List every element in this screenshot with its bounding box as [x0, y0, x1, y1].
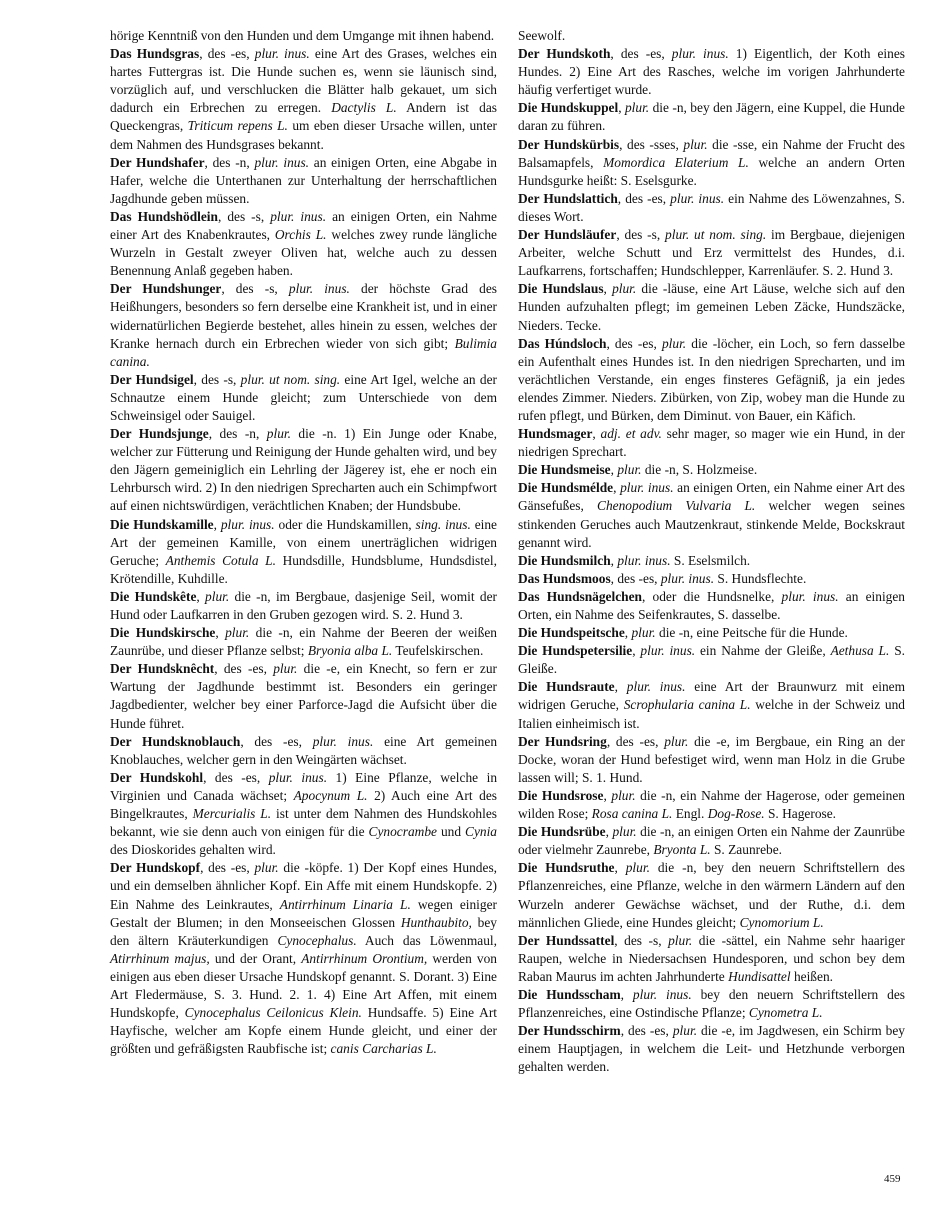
entry-text: Seewolf.: [518, 28, 566, 43]
entry-text: Andern ist das Queckengras,: [110, 100, 497, 134]
italic-text: plur. inus.: [220, 516, 275, 532]
headword: Die Hundspetersilie: [518, 643, 633, 659]
entry-text: ein Nahme des Löwenzahnes, S. dieses Wort.: [518, 190, 906, 224]
italic-text: Cynia: [465, 824, 498, 840]
dictionary-entry: [110, 769, 497, 859]
entry-text: die -sättel, ein Nahme sehr haariger Raupen, welche in Niedersachsen Hundesporen, und schon bey dem Raban Maurus im achten Jahrhunderte: [518, 932, 905, 984]
headword: Das Húndsloch: [518, 335, 607, 351]
headword: Die Hundsrose: [518, 787, 604, 803]
dictionary-entry: [518, 787, 905, 823]
italic-text: Bulimia canina.: [110, 335, 497, 369]
entry-text: die -läuse, eine Art Läuse, welche sich auf den Hunden aufzuhalten pflegt; im gemeinen Leben Zäcke, Hundszäcke, Nieders. Tecke.: [518, 281, 905, 333]
entry-text: , des -s,: [217, 208, 271, 224]
entry-text: , des -s,: [616, 227, 666, 243]
entry-text: der höchste Grad des Heißhungers, besonders so fern derselbe eine Krankheit ist, und in einer widernatürlichen Begierde bestehet, alles hinein zu essen, welches der Kranke hernach durch ein Erbrechen wieder von sich gibt;: [110, 281, 497, 351]
entry-text: , des -es,: [610, 46, 672, 62]
italic-text: Momordica Elaterium L.: [603, 154, 749, 170]
dictionary-entry: [518, 642, 905, 678]
entry-text: die -n, bey den Jägern, eine Kuppel, die Hunde daran zu führen.: [518, 100, 905, 134]
italic-text: Triticum repens L.: [187, 118, 288, 134]
entry-text: des Dioskorides gehalten wird.: [110, 842, 276, 858]
headword: Das Hundshödlein: [110, 208, 218, 224]
dictionary-entry: [518, 99, 905, 135]
italic-text: plur.: [273, 661, 298, 677]
headword: Der Hundsknêcht: [110, 661, 215, 677]
headword: Der Hundsjunge: [110, 426, 209, 442]
dictionary-entry: [518, 136, 905, 190]
entry-text: 1) Eine Pflanze, welche in Virginien und Canada wächset;: [110, 769, 498, 803]
italic-text: Atirrhinum majus,: [110, 950, 210, 966]
headword: Die Hundsscham: [518, 986, 621, 1002]
entry-text: die -n, bey den neuern Schriftstellern des Pflanzenreiches, eine Pflanze, welche in den wärmern Ländern auf den Wurzeln anderer Gewächse wächset, und der Ruthe, d.i. dem männlichen Gliede, eine Hundes gleicht;: [518, 860, 905, 930]
dictionary-entry: [110, 516, 497, 588]
dictionary-entry: [518, 733, 905, 787]
dictionary-entry: [518, 335, 905, 425]
italic-text: Antirrhinum Orontium,: [301, 950, 428, 966]
entry-text: , des -sses,: [619, 136, 684, 152]
italic-text: plur. inus.: [254, 46, 310, 62]
entry-text: eine Art Igel, welche an der Schnautze einem Hunde gleicht; zum Unterschiede von dem Schweinsigel oder Sauigel.: [110, 371, 497, 423]
italic-text: Bryonta L.: [653, 842, 711, 858]
headword: Die Hundskuppel: [518, 100, 619, 116]
entry-text: , des -es,: [240, 733, 313, 749]
entry-text: Auch das Löwenmaul,: [356, 932, 497, 948]
italic-text: plur. inus.: [270, 208, 327, 224]
italic-text: Orchis L.: [274, 227, 327, 243]
dictionary-entry: [110, 425, 497, 515]
entry-text: eine Art der gemeinen Kamille, von einem unerträglichen widrigen Geruche;: [110, 516, 497, 568]
entry-text: die -e, im Bergbaue, ein Ring an der Docke, woran der Hund befestiget wird, wenn man Holz in die Grube lassen will; S. 1. Hund.: [518, 733, 906, 785]
entry-text: oder die Hundskamillen,: [274, 516, 416, 532]
entry-text: S. Hagerose.: [764, 806, 837, 822]
entry-text: S. Zaunrebe.: [710, 842, 783, 858]
entry-text: Teufelskirschen.: [392, 643, 484, 659]
entry-text: die -n, an einigen Orten ein Nahme der Zaunrübe oder vielmehr Zaunrebe,: [518, 824, 905, 858]
dictionary-entry: [518, 986, 905, 1022]
entry-text: hörige Kenntniß von den Hunden und dem Umgange mit ihnen habend.: [110, 28, 495, 43]
entry-text: , des -es,: [606, 733, 665, 749]
entry-text: , des -es,: [610, 570, 661, 586]
headword: Der Hundsschirm: [518, 1023, 621, 1039]
entry-text: eine Art des Grases, welches ein hartes Futtergras ist. Die Hunde suchen es, wenn sie läunisch sind, vorzüglich auf, und verschlucken die Blätter halb gekauet, um sich dadurch ein Erbrechen zu erregen.: [110, 46, 498, 116]
italic-text: Dactylis L.: [331, 100, 397, 116]
entry-text: S. Gleiße.: [518, 643, 906, 677]
headword: Der Hundshunger: [110, 281, 222, 297]
entry-text: ,: [632, 643, 641, 659]
entry-text: die -löcher, ein Loch, so fern dasselbe ein Aufenthalt eines Hundes ist. In den niedrigen Sprecharten, und im verächtlichen Verstande, ein enges finsteres Gefägniß, ja ein jedes elendes Zimmer. Nieders. Zibürken, von Zip, wobey man die Hunde zu rufen pflegt, und Bürken, dem Diminut. von Bauer, ein Käfich.: [518, 335, 906, 423]
italic-text: plur. inus.: [660, 570, 715, 586]
entry-text: , des -s,: [193, 371, 241, 387]
entry-text: welches zwey runde längliche Wurzeln in Gestalt zweyer Oliven hat, welche auch zu dessen Benennung Anlaß gegeben haben.: [110, 227, 497, 279]
entry-text: welcher wegen seines stinkenden Geruches auch Mautzenkraut, stinkende Melde, Bockskraut genannt wird.: [518, 498, 905, 550]
headword: Der Hundsknoblauch: [110, 733, 241, 749]
entry-text: , des -s,: [614, 932, 669, 948]
headword: Der Hundssattel: [518, 932, 615, 948]
italic-text: plur. inus.: [312, 733, 374, 749]
dictionary-entry: [518, 280, 905, 334]
dictionary-entry: [518, 226, 905, 280]
dictionary-entry: [110, 624, 497, 660]
headword: Das Hundsnägelchen: [518, 588, 643, 604]
entry-text: die -n. 1) Ein Junge oder Knabe, welcher zur Fütterung und Reinigung der Hunde gehalten wird, und bey den Jägern gemeiniglich ein Lehrling der Jägerey ist, ehe er noch ein Lehrbursch wird. 2) In den niedrigen Sprecharten auch ein Schimpfwort auf einen nichtswürdigen, verächtlichen Knaben; der Hundsbube.: [110, 426, 498, 514]
italic-text: plur. inus.: [268, 769, 328, 785]
italic-text: plur.: [664, 733, 689, 749]
entry-text: ,: [618, 100, 625, 116]
italic-text: Cynocephalus Ceilonicus Klein.: [184, 1005, 362, 1021]
italic-text: Scrophularia canina L.: [623, 697, 751, 713]
entry-text: die -e, ein Knecht, so fern er zur Wartung der Jagdhunde bestimmt ist. Besonders ein geringer Jagdbedienter, welcher bey einer Parforce-Jagd die Aufsicht über die Hunde führet.: [110, 661, 498, 731]
entry-text: wegen einiger Gestalt der Blumen; in den Monseeischen Glossen: [110, 896, 497, 930]
entry-text: und: [436, 824, 466, 840]
italic-text: plur. inus.: [617, 552, 671, 568]
entry-text: ,: [610, 462, 618, 478]
entry-text: , des -es,: [214, 661, 274, 677]
headword: Die Hundsmélde: [518, 480, 614, 496]
entry-text: die -n, ein Nahme der Hagerose, oder gemeinen wilden Rose;: [518, 787, 906, 822]
italic-text: Mercurialis L.: [192, 806, 272, 822]
headword: Der Hundshafer: [110, 154, 205, 170]
headword: Der Hundskürbis: [518, 136, 620, 152]
entry-text: die -n, S. Holzmeise.: [641, 462, 758, 478]
entry-text: die -e, im Jagdwesen, ein Schirm bey einem Hauptjagen, in welchem die Leit- und Hetzhunde verborgen gehalten werden.: [518, 1023, 905, 1075]
italic-text: plur. inus.: [288, 281, 350, 297]
entry-text: und der Orant,: [209, 950, 302, 966]
entry-text: an einigen Orten, eine Abgabe in Hafer, welche die Unterthanen zur Unterhaltung der herrschaftlichen Jagdhunde geben müssen.: [110, 154, 497, 206]
page-number: 459: [884, 1173, 901, 1185]
italic-text: Cynocrambe: [368, 824, 437, 840]
entry-text: , des -es,: [617, 190, 671, 206]
entry-text: an einigen Orten, ein Nahme des Seifenkrautes, S. dasselbe.: [518, 588, 906, 622]
entry-text: die -n, ein Nahme der Beeren der weißen Zaunrübe, und dieser Pflanze selbst;: [110, 625, 497, 659]
entry-text: 1) Eigentlich, der Koth eines Hundes. 2) Eine Art des Rasches, welche im vorigen Jahrhunderte häufig verfertiget wurde.: [518, 46, 906, 98]
entry-text: , des -es,: [199, 46, 255, 62]
italic-text: plur.: [617, 462, 642, 478]
dictionary-entry: [518, 190, 905, 226]
entry-text: ,: [620, 986, 633, 1002]
italic-text: Apocynum L.: [293, 787, 368, 803]
entry-text: ,: [603, 281, 613, 297]
entry-text: sehr mager, so mager wie ein Hund, in der niedrigen Sprechart.: [518, 426, 905, 460]
entry-text: die -n, im Bergbaue, dasjenige Seil, womit der Hund oder Laufkarren in den Gruben gezogen wird. S. 2. Hund 3.: [110, 588, 497, 622]
dictionary-entry: [518, 678, 905, 732]
dictionary-entry: [110, 208, 497, 280]
entry-text: ,: [624, 625, 632, 641]
headword: Die Hundslaus: [518, 281, 604, 297]
entry-text: die -köpfe. 1) Der Kopf eines Hundes, und ein demselben ähnlicher Kopf. Ein Affe mit einem Hundskopfe. 2) Ein Nahme des Leinkrautes,: [110, 860, 498, 912]
italic-text: plur.: [612, 824, 637, 840]
left-column: [110, 27, 497, 1058]
dictionary-entry: [518, 552, 905, 570]
right-column: [518, 27, 905, 1076]
dictionary-entry: [110, 280, 497, 370]
headword: Der Hundskopf: [110, 860, 201, 876]
italic-text: plur. inus.: [670, 190, 725, 206]
headword: Die Hundsruthe: [518, 860, 615, 876]
italic-text: Dog-Rose.: [707, 806, 765, 822]
entry-text: bey den neuern Schriftstellern des Pflanzenreiches, eine Ostindische Pflanze;: [518, 986, 906, 1021]
italic-text: plur.: [631, 625, 656, 641]
italic-text: adj. et adv.: [600, 426, 662, 442]
entry-text: Hundsaffe. 5) Eine Art Hayfische, welcher am Kopfe einem Hunde gleicht, und einer der größten und gefräßigsten Raubfische ist;: [110, 1005, 497, 1057]
entry-text: um eben dieser Ursache willen, unter dem Nahmen des Hundsgrases bekannt.: [110, 118, 497, 152]
entry-text: ein Nahme der Gleiße,: [695, 643, 831, 659]
headword: Der Hundskoth: [518, 46, 611, 62]
entry-text: welche an andern Orten Hundsgurke heißt: S. Eselsgurke.: [518, 154, 905, 188]
entry-text: , des -n,: [208, 426, 267, 442]
italic-text: plur. inus.: [626, 679, 686, 695]
headword: Die Hundsmeise: [518, 462, 611, 478]
dictionary-entry: [518, 588, 905, 624]
italic-text: Hunthaubito,: [400, 914, 472, 930]
italic-text: plur.: [625, 860, 650, 876]
dictionary-entry: [110, 859, 497, 1058]
entry-text: 2) Auch eine Art des Bingelkrautes,: [110, 787, 498, 822]
italic-text: Cynocephalus.: [277, 932, 357, 948]
entry-text: S. Hundsflechte.: [714, 570, 807, 586]
dictionary-entry: [518, 27, 905, 45]
headword: Der Hundsigel: [110, 371, 194, 387]
italic-text: canis Carcharias L.: [330, 1041, 437, 1057]
entry-text: ,: [613, 480, 621, 496]
dictionary-entry: [110, 588, 497, 624]
entry-text: , des -es,: [200, 860, 255, 876]
dictionary-entry: [110, 371, 497, 425]
italic-text: plur. inus.: [640, 643, 696, 659]
italic-text: Anthemis Cotula L.: [165, 552, 276, 568]
headword: Der Hundskohl: [110, 769, 204, 785]
entry-text: ,: [213, 516, 221, 532]
italic-text: plur. inus.: [671, 46, 729, 62]
dictionary-entry: [110, 154, 497, 208]
entry-text: , oder die Hundsnelke,: [642, 588, 782, 604]
italic-text: plur. ut nom. sing.: [240, 371, 341, 387]
italic-text: plur. inus.: [781, 588, 839, 604]
entry-text: , des -s,: [221, 281, 289, 297]
italic-text: plur.: [683, 136, 708, 152]
entry-text: , des -es,: [203, 769, 269, 785]
dictionary-entry: [518, 932, 905, 986]
entry-text: an einigen Orten, ein Nahme einer Art des Knabenkrautes,: [110, 208, 497, 243]
headword: Die Hundskête: [110, 588, 197, 604]
entry-text: welche in der Schweiz und Italien einheimisch ist.: [518, 697, 905, 731]
dictionary-entry: [518, 479, 905, 551]
entry-text: ,: [614, 679, 627, 695]
entry-text: heißen.: [790, 968, 833, 984]
dictionary-entry: [110, 27, 497, 45]
entry-text: Engl.: [672, 806, 708, 822]
italic-text: plur.: [672, 1023, 698, 1039]
entry-text: die -n, eine Peitsche für die Hunde.: [655, 625, 848, 641]
headword: Das Hundsmoos: [518, 570, 611, 586]
entry-text: ,: [603, 787, 612, 803]
headword: Die Hundsmilch: [518, 552, 611, 568]
dictionary-entry: [110, 45, 497, 154]
italic-text: plur. inus.: [254, 154, 310, 170]
italic-text: plur.: [624, 100, 650, 116]
headword: Der Hundsläufer: [518, 227, 617, 243]
italic-text: plur.: [225, 625, 250, 641]
entry-text: ,: [605, 824, 613, 840]
italic-text: plur. ut nom. sing.: [665, 227, 767, 243]
headword: Hundsmager: [518, 426, 593, 442]
entry-text: Hundsdille, Hundsblume, Hundsdistel, Krötendille, Kuhdille.: [110, 552, 497, 586]
entry-text: ist unter dem Nahmen des Hundskohles bekannt, wie sie denn auch von einigen für die: [110, 806, 498, 840]
dictionary-entry: [518, 859, 905, 931]
headword: Der Hundsring: [518, 733, 607, 749]
entry-text: , des -es,: [620, 1023, 673, 1039]
entry-text: S. Eselsmilch.: [670, 552, 751, 568]
entry-text: , des -es,: [606, 335, 662, 351]
italic-text: sing. inus.: [415, 516, 471, 532]
italic-text: plur.: [661, 335, 687, 351]
dictionary-entry: [110, 660, 497, 732]
italic-text: plur.: [254, 860, 279, 876]
italic-text: Aethusa L.: [830, 643, 890, 659]
entry-text: im Bergbaue, diejenigen Arbeiter, welche Schutt und Erz vermittelst des Hundes, d.i. Laufkarrens, fortschaffen; Hundschlepper, Karrenläufer. S. 2. Hund 3.: [518, 227, 905, 279]
headword: Die Hundsrübe: [518, 824, 606, 840]
entry-text: ,: [215, 625, 226, 641]
italic-text: Antirrhinum Linaria L.: [279, 896, 411, 912]
headword: Der Hundslattich: [518, 190, 618, 206]
entry-text: bey den ältern Kräuterkundigen: [110, 914, 497, 948]
italic-text: Cynomorium L.: [739, 914, 824, 930]
italic-text: Bryonia alba L.: [307, 643, 393, 659]
italic-text: plur. inus.: [620, 480, 674, 496]
italic-text: Cynometra L.: [748, 1005, 823, 1021]
italic-text: plur. inus.: [632, 986, 692, 1002]
italic-text: plur.: [266, 426, 291, 442]
dictionary-entry: [518, 461, 905, 479]
entry-text: ,: [592, 426, 601, 442]
entry-text: ,: [614, 860, 626, 876]
headword: Die Hundskirsche: [110, 625, 216, 641]
dictionary-entry: [518, 823, 905, 859]
entry-text: an einigen Orten, ein Nahme einer Art des Gänsefußes,: [518, 480, 906, 514]
entry-text: die -sse, ein Nahme der Frucht des Balsamapfels,: [518, 136, 906, 170]
headword: Das Hundsgras: [110, 46, 200, 62]
dictionary-entry: [518, 1022, 905, 1076]
italic-text: Hundisattel: [728, 968, 791, 984]
entry-text: ,: [610, 552, 618, 568]
entry-text: eine Art der Braunwurz mit einem widrigen Geruche,: [518, 679, 906, 713]
italic-text: plur.: [205, 588, 230, 604]
headword: Die Hundskamille: [110, 516, 214, 532]
italic-text: Chenopodium Vulvaria L.: [597, 498, 756, 514]
italic-text: plur.: [611, 787, 636, 803]
dictionary-entry: [110, 733, 497, 769]
italic-text: plur.: [612, 281, 637, 297]
entry-text: werden von einigen aus eben dieser Ursache Hundskopf genannt. S. Dorant. 3) Eine Art Fledermäuse, S. 3. Hund. 2. 1. 4) Eine Art Affen, mit einem Hundskopfe,: [110, 950, 497, 1021]
headword: Die Hundsraute: [518, 679, 615, 695]
entry-text: ,: [196, 588, 206, 604]
headword: Die Hundspeitsche: [518, 625, 625, 641]
italic-text: plur.: [668, 932, 693, 948]
dictionary-entry: [518, 425, 905, 461]
entry-text: eine Art gemeinen Knoblauches, welcher gern in den Weingärten wächset.: [110, 733, 498, 767]
dictionary-entry: [518, 45, 905, 99]
entry-text: , des -n,: [204, 154, 255, 170]
italic-text: Rosa canina L.: [591, 806, 673, 822]
dictionary-entry: [518, 624, 905, 642]
dictionary-entry: [518, 570, 905, 588]
